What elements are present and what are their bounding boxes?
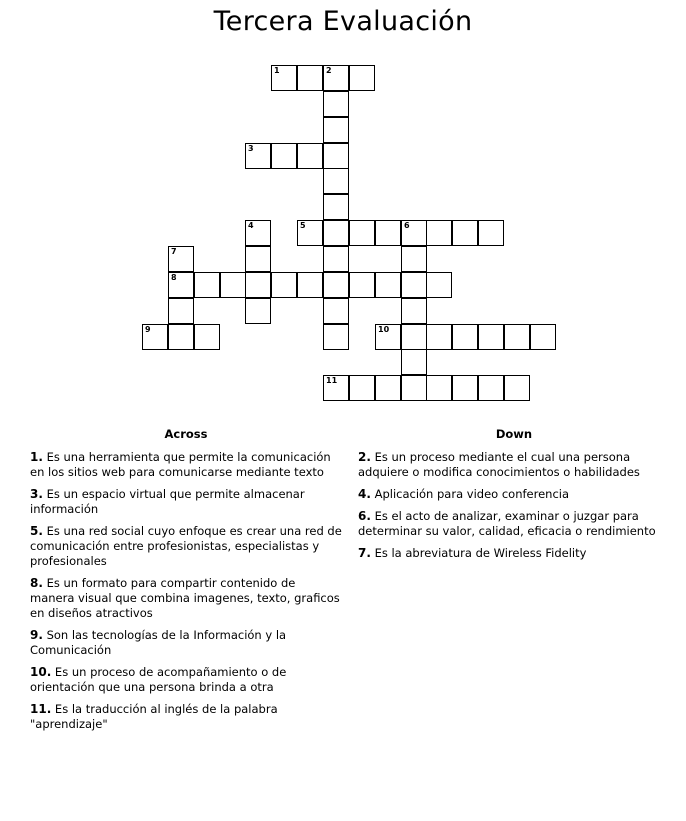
clue-number: 4 <box>248 221 254 230</box>
page-title: Tercera Evaluación <box>213 6 473 37</box>
grid-cell[interactable] <box>297 143 323 169</box>
clue-number-label: 3. <box>30 487 43 501</box>
clue-number-label: 2. <box>358 450 371 464</box>
grid-cell[interactable] <box>271 65 297 91</box>
clue-text: Es una herramienta que permite la comunicación en los sitios web para comunicarse mediante texto <box>30 450 331 479</box>
clue-number: 3 <box>248 144 254 153</box>
clue-number-label: 9. <box>30 628 43 642</box>
grid-cell[interactable] <box>168 324 194 350</box>
grid-cell[interactable] <box>297 65 323 91</box>
clue-number-label: 4. <box>358 487 371 501</box>
clue-number: 10 <box>378 325 390 334</box>
grid-cell[interactable] <box>478 375 504 401</box>
clue-number: 8 <box>171 273 177 282</box>
across-clue-list <box>30 450 342 732</box>
clue-number-label: 5. <box>30 524 43 538</box>
clue-number-label: 7. <box>358 546 371 560</box>
grid-cell[interactable] <box>452 324 478 350</box>
clue-number-label: 6. <box>358 509 371 523</box>
grid-cell[interactable] <box>245 143 271 169</box>
grid-cell[interactable] <box>297 220 323 246</box>
across-clue <box>30 524 342 569</box>
down-clue <box>358 450 670 480</box>
grid-cell[interactable] <box>530 324 556 350</box>
clue-text: Es un proceso de acompañamiento o de orientación que una persona brinda a otra <box>30 665 287 694</box>
grid-cell[interactable] <box>323 375 349 401</box>
clue-number-label: 10. <box>30 665 52 679</box>
grid-cell[interactable] <box>323 194 349 220</box>
grid-cell[interactable] <box>323 246 349 272</box>
clue-number: 9 <box>145 325 151 334</box>
across-clue <box>30 665 342 695</box>
grid-cell[interactable] <box>245 246 271 272</box>
down-heading: Down <box>495 427 533 441</box>
clue-number-label: 8. <box>30 576 43 590</box>
grid-cell[interactable] <box>401 375 427 401</box>
grid-cell[interactable] <box>375 272 401 298</box>
grid-cell[interactable] <box>375 375 401 401</box>
across-clue <box>30 702 342 732</box>
grid-cell[interactable] <box>271 272 297 298</box>
grid-cell[interactable] <box>323 143 349 169</box>
clue-number: 5 <box>300 221 306 230</box>
grid-cell[interactable] <box>401 324 427 350</box>
grid-cell[interactable] <box>375 220 401 246</box>
clue-number-label: 11. <box>30 702 52 716</box>
grid-cell[interactable] <box>504 324 530 350</box>
grid-cell[interactable] <box>194 324 220 350</box>
grid-cell[interactable] <box>168 246 194 272</box>
down-clue <box>358 487 670 502</box>
across-heading: Across <box>164 427 208 441</box>
grid-cell[interactable] <box>245 272 271 298</box>
grid-cell[interactable] <box>220 272 246 298</box>
grid-cell[interactable] <box>349 65 375 91</box>
grid-cell[interactable] <box>349 272 375 298</box>
grid-cell[interactable] <box>168 272 194 298</box>
down-clue <box>358 546 670 561</box>
clue-number: 2 <box>326 66 332 75</box>
grid-cell[interactable] <box>323 272 349 298</box>
grid-cell[interactable] <box>426 324 452 350</box>
clue-number: 11 <box>326 376 338 385</box>
grid-cell[interactable] <box>168 298 194 324</box>
grid-cell[interactable] <box>375 324 401 350</box>
clue-text: Aplicación para video conferencia <box>374 487 570 501</box>
clue-text: Es un espacio virtual que permite almacenar información <box>30 487 305 516</box>
grid-cell[interactable] <box>349 220 375 246</box>
grid-cell[interactable] <box>323 117 349 143</box>
across-clue <box>30 576 342 621</box>
grid-cell[interactable] <box>323 298 349 324</box>
clue-text: Es el acto de analizar, examinar o juzgar para determinar su valor, calidad, eficacia o rendimiento <box>358 509 656 538</box>
across-clues <box>30 427 342 739</box>
grid-cell[interactable] <box>271 143 297 169</box>
clue-number: 7 <box>171 247 177 256</box>
grid-cell[interactable] <box>452 220 478 246</box>
grid-cell[interactable] <box>401 298 427 324</box>
clue-number: 1 <box>274 66 280 75</box>
grid-cell[interactable] <box>142 324 168 350</box>
grid-cell[interactable] <box>323 91 349 117</box>
clue-text: Es la abreviatura de Wireless Fidelity <box>374 546 587 560</box>
grid-cell[interactable] <box>478 324 504 350</box>
grid-cell[interactable] <box>323 168 349 194</box>
clue-number-label: 1. <box>30 450 43 464</box>
down-clues <box>358 427 670 568</box>
grid-cell[interactable] <box>349 375 375 401</box>
grid-cell[interactable] <box>478 220 504 246</box>
grid-cell[interactable] <box>401 220 427 246</box>
grid-cell[interactable] <box>297 272 323 298</box>
clue-number: 6 <box>404 221 410 230</box>
grid-cell[interactable] <box>323 324 349 350</box>
grid-cell[interactable] <box>323 65 349 91</box>
clue-text: Es la traducción al inglés de la palabra "aprendizaje" <box>30 702 278 731</box>
grid-cell[interactable] <box>401 246 427 272</box>
down-clue <box>358 509 670 539</box>
grid-cell[interactable] <box>426 272 452 298</box>
grid-cell[interactable] <box>504 375 530 401</box>
grid-cell[interactable] <box>426 375 452 401</box>
grid-cell[interactable] <box>323 220 349 246</box>
clue-text: Son las tecnologías de la Información y la Comunicación <box>30 628 287 657</box>
grid-cell[interactable] <box>401 272 427 298</box>
grid-cell[interactable] <box>245 298 271 324</box>
grid-cell[interactable] <box>452 375 478 401</box>
down-clue-list <box>358 450 670 561</box>
across-clue <box>30 450 342 480</box>
clue-text: Es una red social cuyo enfoque es crear una red de comunicación entre profesionistas, especialistas y profesionales <box>30 524 342 568</box>
across-clue <box>30 487 342 517</box>
grid-cell[interactable] <box>401 349 427 375</box>
across-clue <box>30 628 342 658</box>
grid-cell[interactable] <box>245 220 271 246</box>
grid-cell[interactable] <box>194 272 220 298</box>
clue-text: Es un formato para compartir contenido de manera visual que combina imagenes, texto, graficos en diseños atractivos <box>30 576 340 620</box>
clue-text: Es un proceso mediante el cual una persona adquiere o modifica conocimientos o habilidades <box>358 450 640 479</box>
grid-cell[interactable] <box>426 220 452 246</box>
